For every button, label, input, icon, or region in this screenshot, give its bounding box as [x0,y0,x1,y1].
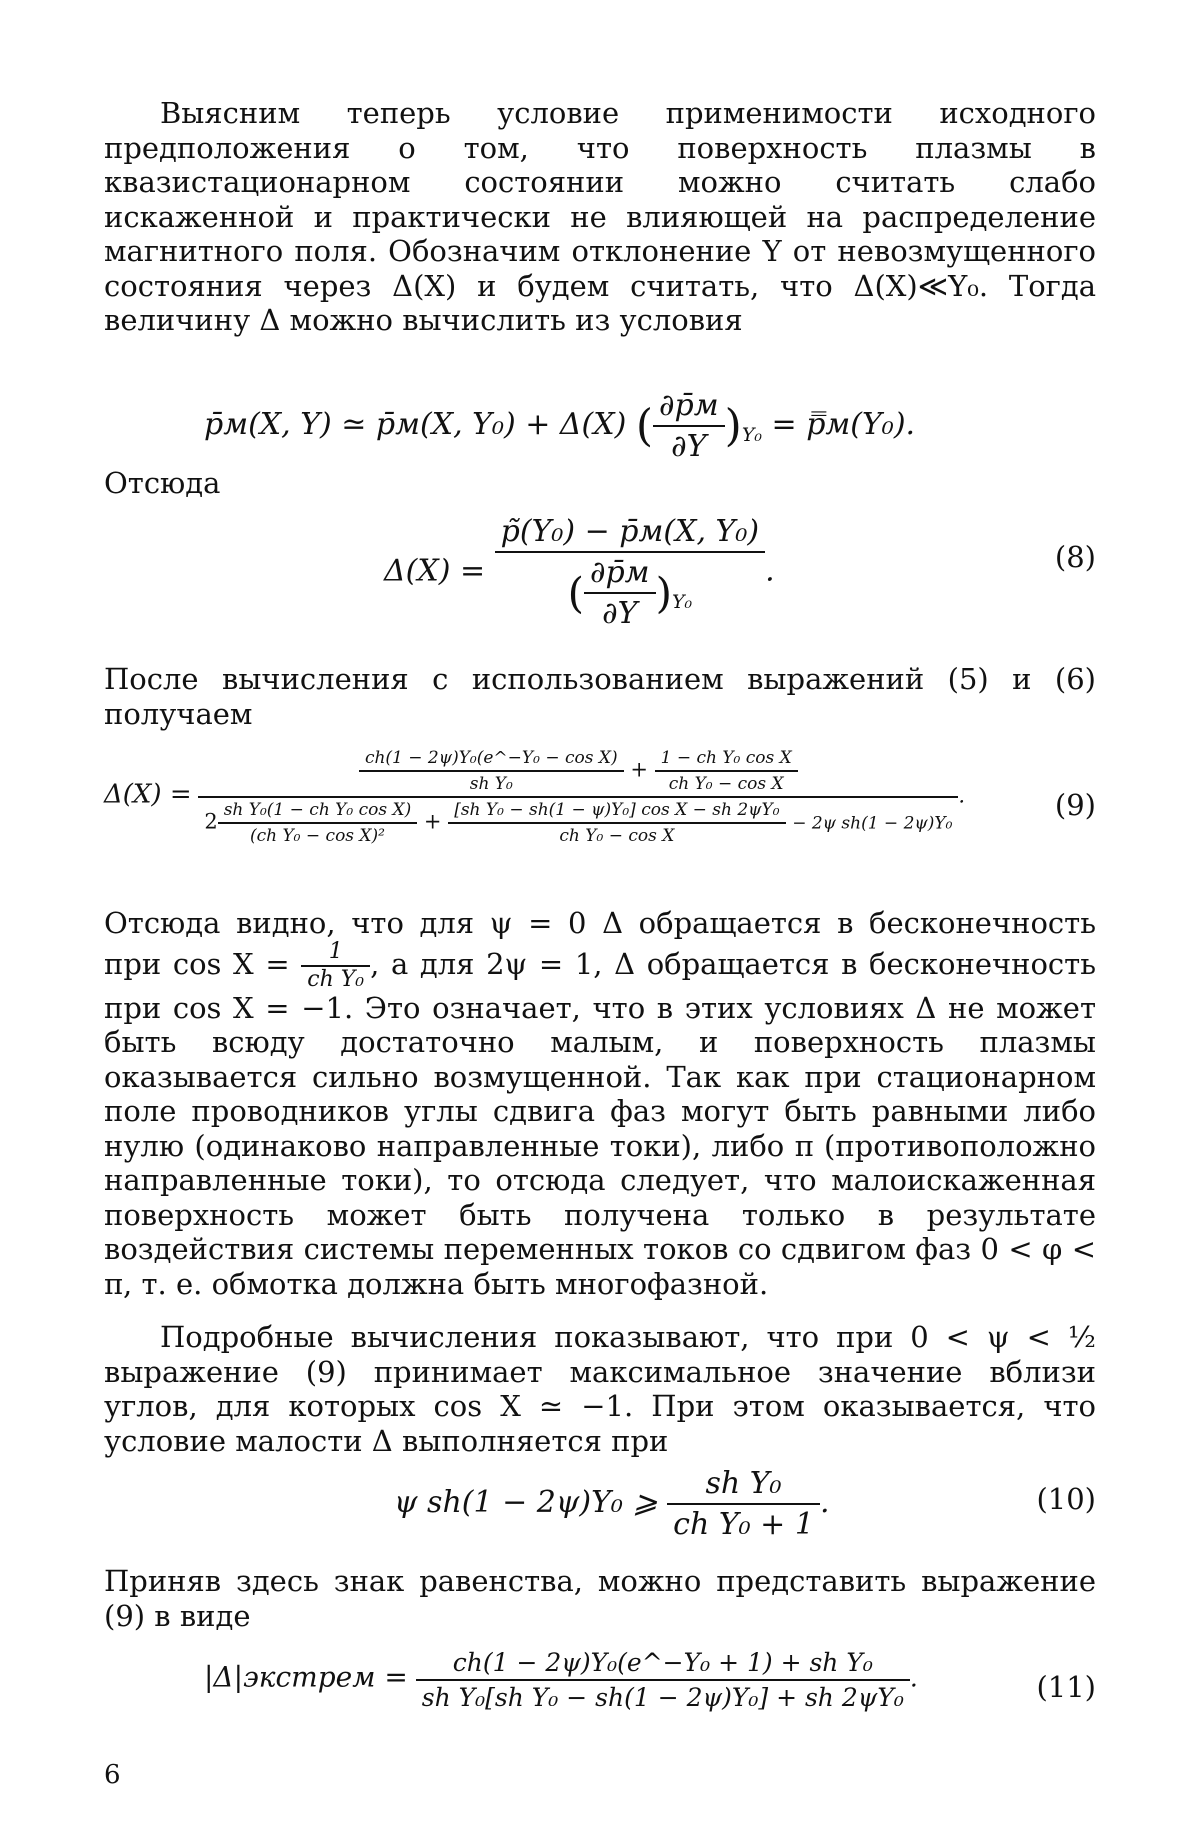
eq8-fraction: p̃(Y₀) − p̄м(X, Y₀) ( $\frac{\partial p̄м}{\partial Y}$ )$_{Y_0}$ [495,514,765,631]
eq9-number: (9) [1054,788,1096,822]
equation-condition: p̄м(X, Y) ≃ p̄м(X, Y₀) + Δ(X) ( $\frac{\partial p̄м}{\partial Y}$ )$_{Y_0}$ = p̿м(Y₀). [204,388,916,464]
condition-subscript: Y₀ [741,424,762,446]
eq9-fraction: $\frac{\text{ch(1 − 2ψ)Y₀(e\textasciicircum{}−Y₀ − cos X)}}{\text{sh Y₀}}$ + $\frac{\text{1 − ch Y₀ cos X}}{\text{ch Y₀ − cos X}}$ 2 $\frac{\text{sh Y₀(1 − ch Y₀ cos X)}}{\text{(ch Y₀ − cos X)²}}$ + $\frac{\text{[sh Y₀ − sh(1 − ψ)Y₀] cos X − sh 2ψY₀}}{\text{ch Y₀ − cos X}}$ − 2ψ sh(1 − 2ψ)Y₀ [198,748,958,846]
eq11-lhs: |Δ|экстрем = [204,1660,408,1694]
equation-11: |Δ|экстрем = $\frac{\text{ch(1 − 2ψ)Y₀(e\textasciicircum{}−Y₀ + 1) + sh Y₀}}{\text{sh Y₀[sh Y₀ − sh(1 − 2ψ)Y₀] + sh 2ψY₀}}$ . (11) [204,1648,1096,1712]
paragraph-discussion [104,906,1096,1301]
eq11-number: (11) [1036,1670,1096,1704]
equation-10: ψ sh(1 − 2ψ)Y₀ ⩾ $\frac{\text{sh Y₀}}{\text{ch Y₀ + 1}}$ . (10) [394,1466,1096,1542]
condition-rhs: = p̿м(Y₀). [771,407,916,442]
discussion-start: Отсюда видно, что для ψ = 0 Δ обращается в бесконечность при cos X = [104,906,1096,981]
condition-derivative: $\frac{\partial p̄м}{\partial Y}$ [653,388,725,464]
paragraph-hence-1: Отсюда [104,466,221,500]
eq10-lhs: ψ sh(1 − 2ψ)Y₀ ⩾ [394,1485,658,1520]
page-number: 6 [104,1760,121,1790]
eq8-lhs: Δ(X) = [384,553,486,589]
eq11-fraction: $\frac{\text{ch(1 − 2ψ)Y₀(e\textasciicircum{}−Y₀ + 1) + sh Y₀}}{\text{sh Y₀[sh Y₀ − sh(1 − 2ψ)Y₀] + sh 2ψY₀}}$ [416,1648,910,1712]
condition-lhs: p̄м(X, Y) ≃ p̄м(X, Y₀) + Δ(X) [204,407,627,442]
eq10-fraction: $\frac{\text{sh Y₀}}{\text{ch Y₀ + 1}}$ [667,1466,820,1542]
paragraph-equality: Приняв здесь знак равенства, можно представить выражение (9) в виде [104,1564,1096,1633]
paragraph-detailed-calc: Подробные вычисления показывают, что при 0 < ψ < ½ выражение (9) принимает максимальное значение вблизи углов, для которых cos X ≃ −1. При этом оказывается, что условие малости Δ выполняется при [104,1320,1096,1458]
eq10-number: (10) [1036,1482,1096,1516]
paragraph-intro: Выясним теперь условие применимости исходного предположения о том, что поверхность плазмы в квазистационарном состоянии можно считать слабо искаженной и практически не влияющей на распределение магнитного поля. Обозначим отклонение Y от невозмущенного состояния через Δ(X) и будем считать, что Δ(X)≪Y₀. Тогда величину Δ можно вычислить из условия [104,96,1096,337]
discussion-rest: , а для 2ψ = 1, Δ обращается в бесконечность при cos X = −1. Это означает, что в этих условиях Δ не может быть всюду достаточно малым, и поверхность плазмы оказывается сильно возмущенной. Так как при стационарном поле проводников углы сдвига фаз могут быть равными либо нулю (одинаково направленные токи), либо π (противоположно направленные токи), то отсюда следует, что малоискаженная поверхность может быть получена только в результате воздействия системы переменных токов со сдвигом фаз 0 < φ < π, т. е. обмотка должна быть многофазной. [104,946,1097,1301]
paragraph-after-calc: После вычисления с использованием выражений (5) и (6) получаем [104,662,1096,731]
eq9-lhs: Δ(X) = [104,779,192,810]
inline-fraction: $\frac{1}{\text{ch Y₀}}$ [301,941,370,991]
eq8-number: (8) [1054,540,1096,574]
equation-8: Δ(X) = p̃(Y₀) − p̄м(X, Y₀) ( $\frac{\partial p̄м}{\partial Y}$ )$_{Y_0}$ . (8) [384,514,1096,631]
equation-9: Δ(X) = $\frac{\text{ch(1 − 2ψ)Y₀(e\textasciicircum{}−Y₀ − cos X)}}{\text{sh Y₀}}$ + $\frac{\text{1 − ch Y₀ cos X}}{\text{ch Y₀ − cos X}}$ 2 $\frac{\text{sh Y₀(1 − ch Y₀ cos X)}}{\text{(ch Y₀ − cos X)²}}$ + $\frac{\text{[sh Y₀ − sh(1 − ψ)Y₀] cos X − sh 2ψY₀}}{\text{ch Y₀ − cos X}}$ − 2ψ sh(1 − 2ψ)Y₀ . (9) [104,748,1096,846]
